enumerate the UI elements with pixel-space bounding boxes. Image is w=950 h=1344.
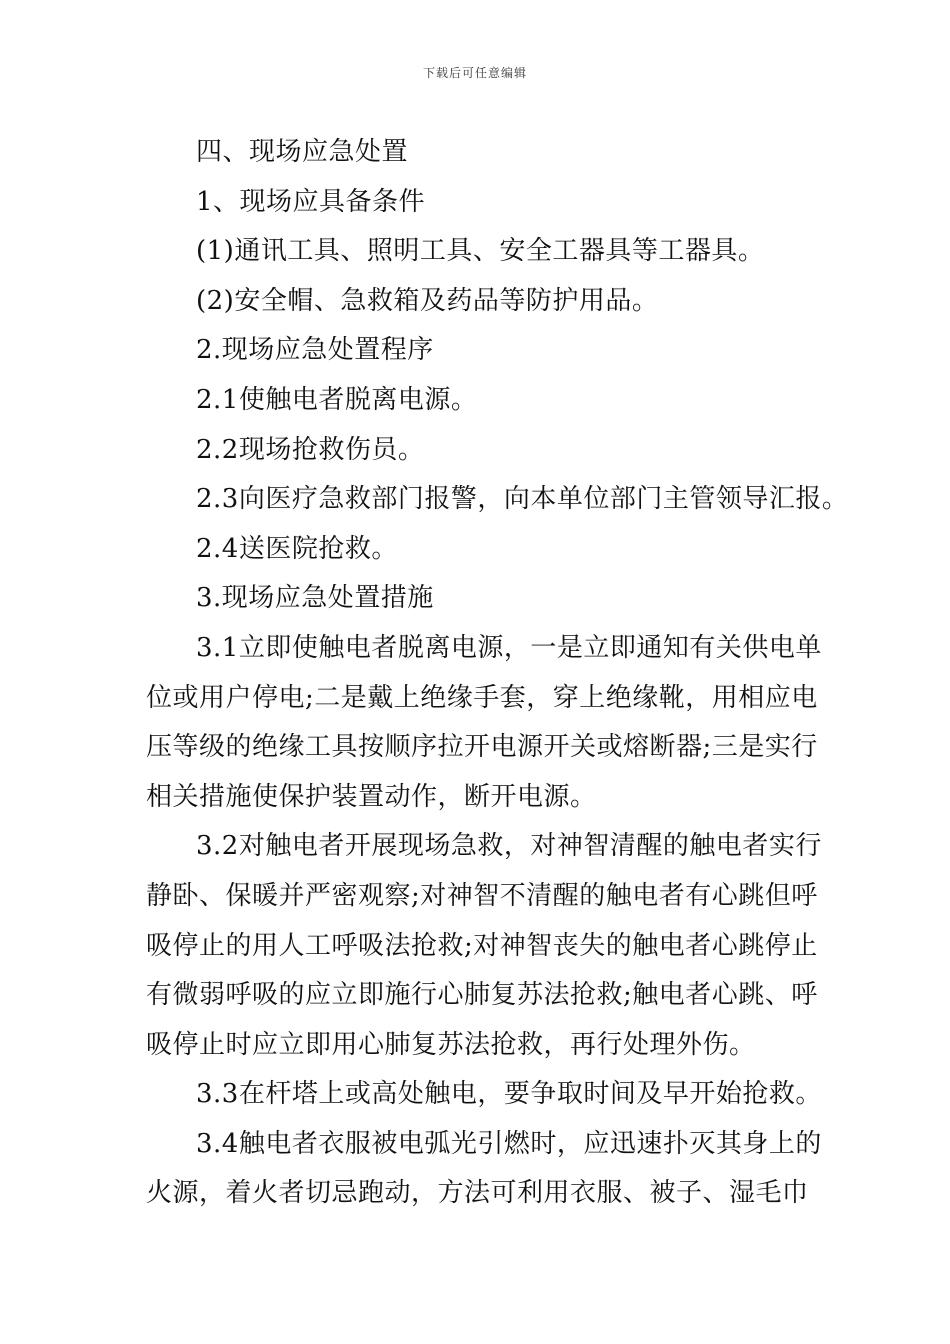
- paragraph-line: 压等级的绝缘工具按顺序拉开电源开关或熔断器;三是实行: [146, 732, 818, 763]
- section-heading: 四、现场应急处置: [196, 137, 409, 167]
- paragraph-line: 3.4触电者衣服被电弧光引燃时，应迅速扑灭其身上的: [196, 1128, 822, 1159]
- procedure-step: 2.2现场抢救伤员。: [196, 434, 425, 465]
- list-item: (2)安全帽、急救箱及药品等防护用品。: [196, 285, 659, 316]
- subsection-heading: 2.现场应急处置程序: [196, 335, 434, 366]
- paragraph-line: 有微弱呼吸的应立即施行心肺复苏法抢救;触电者心跳、呼: [146, 980, 818, 1011]
- page-header-note: 下载后可任意编辑: [422, 66, 527, 80]
- document-body: [146, 128, 849, 1219]
- paragraph-line: 3.1立即使触电者脱离电源，一是立即通知有关供电单: [196, 632, 822, 663]
- paragraph-line: 3.2对触电者开展现场急救，对神智清醒的触电者实行: [196, 831, 822, 862]
- paragraph-line: 位或用户停电;二是戴上绝缘手套，穿上绝缘靴，用相应电: [146, 682, 818, 713]
- paragraph-line: 静卧、保暖并严密观察;对神智不清醒的触电者有心跳但呼: [146, 880, 818, 911]
- paragraph-line: 吸停止时应立即用心肺复苏法抢救，再行处理外伤。: [146, 1029, 756, 1060]
- procedure-step: 2.1使触电者脱离电源。: [196, 384, 478, 415]
- procedure-step: 2.4送医院抢救。: [196, 533, 398, 564]
- list-item: (1)通讯工具、照明工具、安全工器具等工器具。: [196, 236, 765, 267]
- subsection-heading: 3.现场应急处置措施: [196, 583, 434, 614]
- paragraph-line: 吸停止的用人工呼吸法抢救;对神智丧失的触电者心跳停止: [146, 930, 818, 961]
- subsection-heading: 1、现场应具备条件: [196, 186, 426, 217]
- paragraph-line: 火源，着火者切忌跑动，方法可利用衣服、被子、湿毛巾: [146, 1178, 809, 1209]
- paragraph-line: 3.3在杆塔上或高处触电，要争取时间及早开始抢救。: [196, 1079, 822, 1110]
- procedure-step: 2.3向医疗急救部门报警，向本单位部门主管领导汇报。: [196, 484, 849, 515]
- paragraph-line: 相关措施使保护装置动作，断开电源。: [146, 781, 597, 812]
